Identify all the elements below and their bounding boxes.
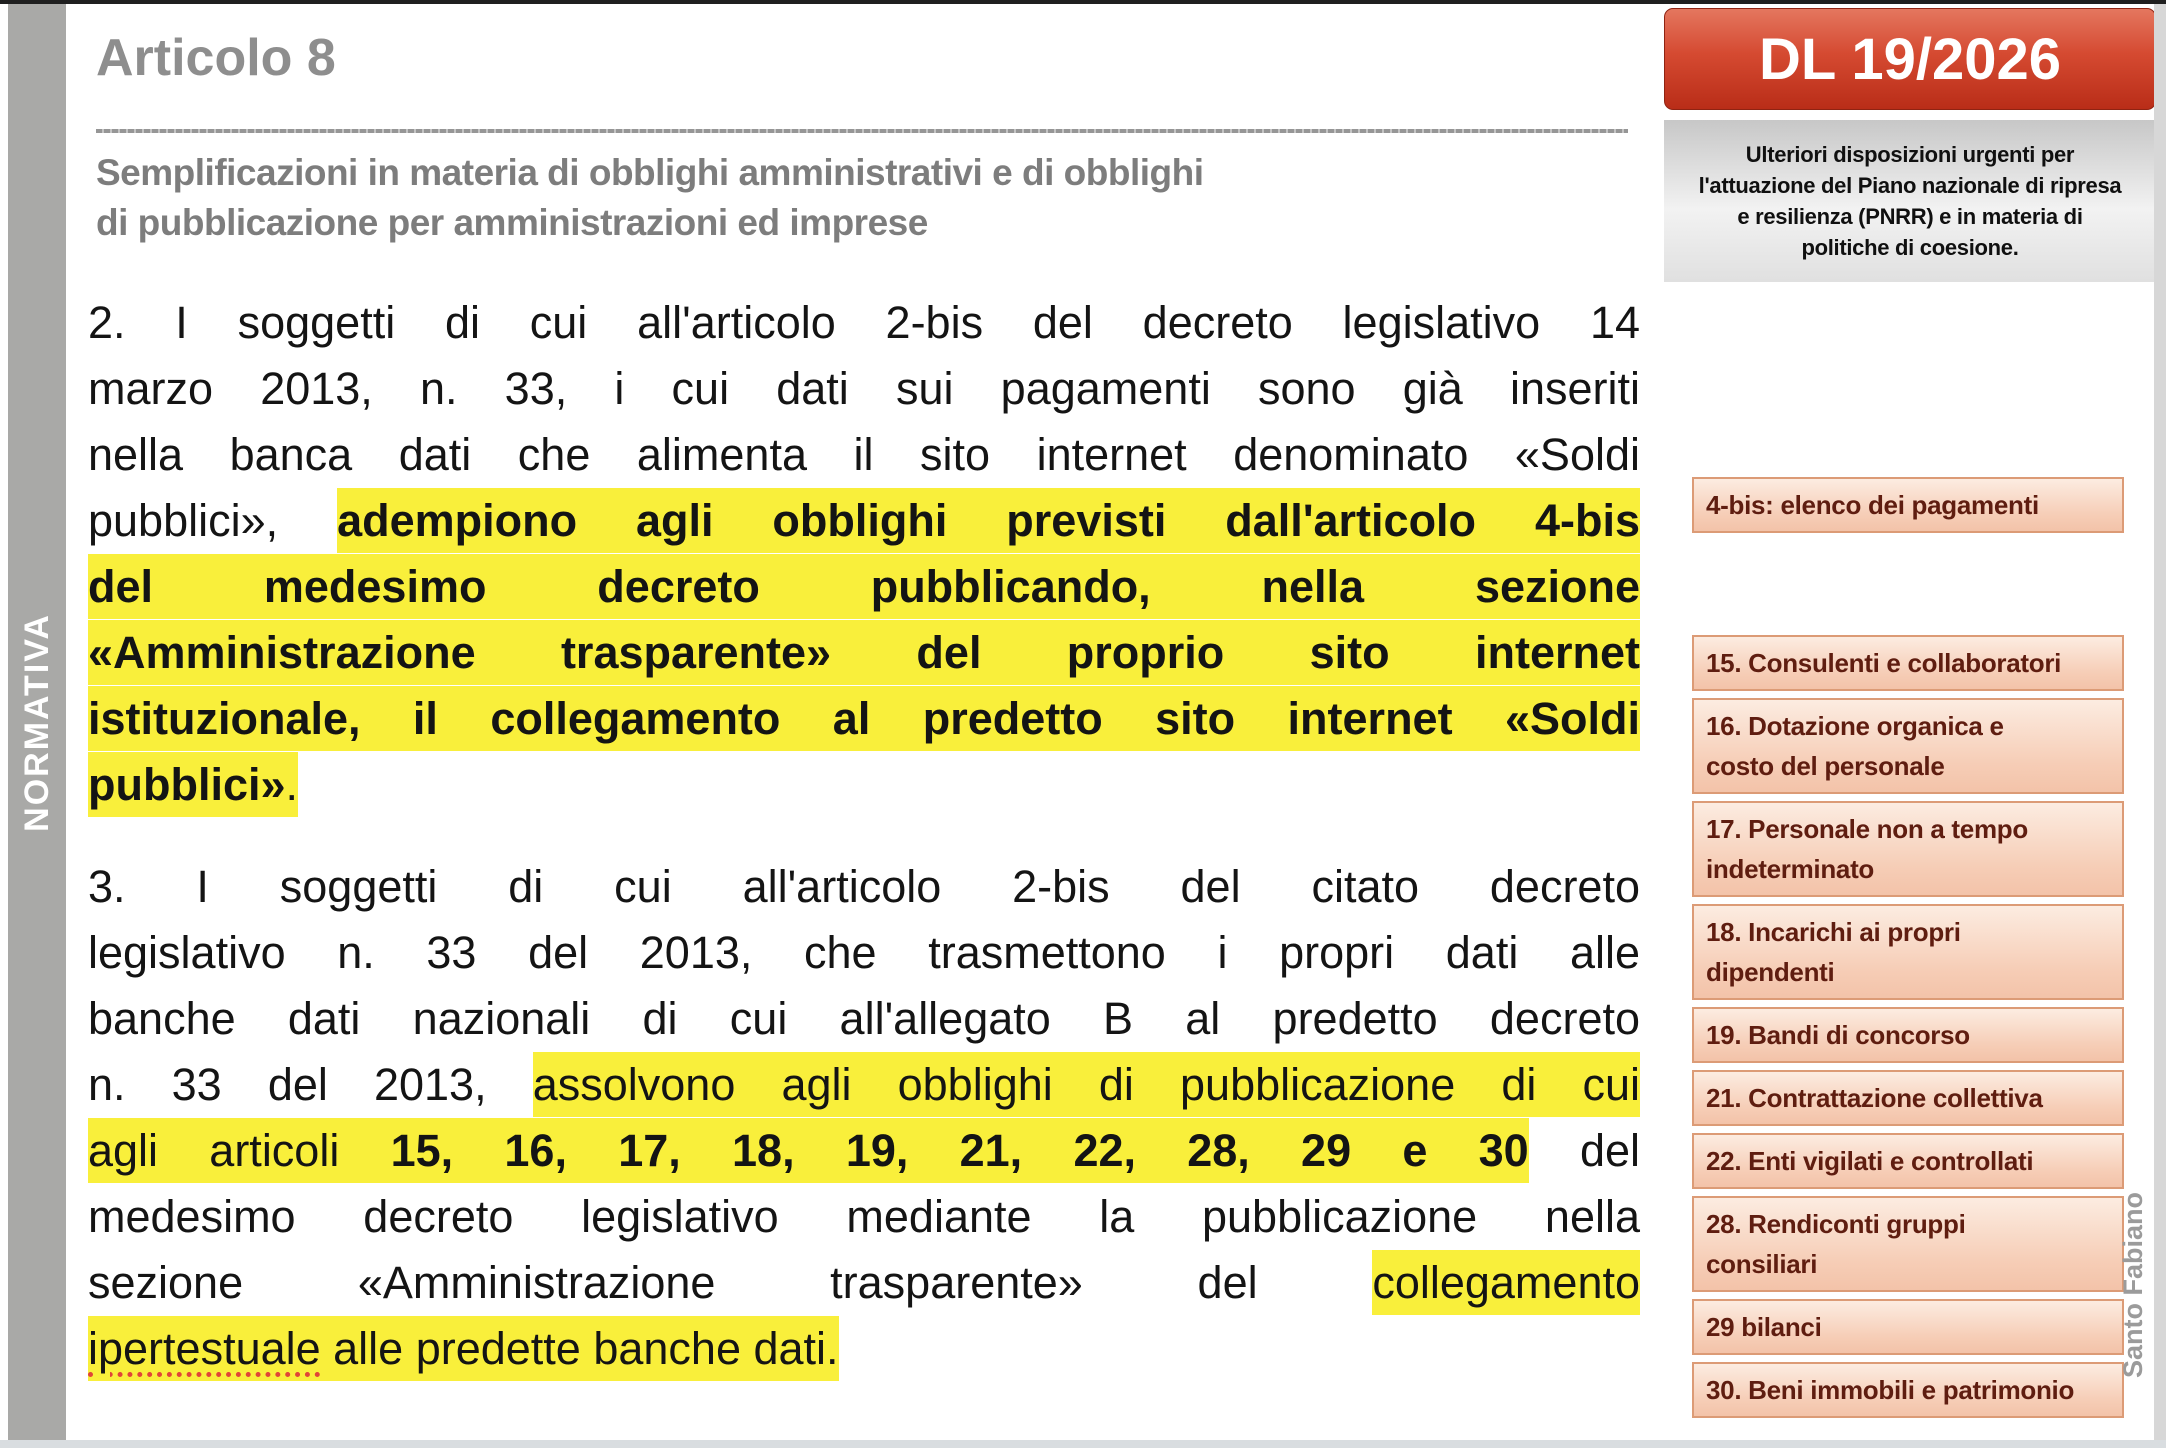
decree-description <box>1664 120 2156 282</box>
toc-item-line: consiliari <box>1706 1249 1818 1279</box>
paragraph-2 <box>88 854 1640 1382</box>
window-right-edge <box>2154 4 2166 1440</box>
plain-text: marzo 2013, n. 33, i cui dati sui pagamenti sono già inseriti <box>88 363 1640 414</box>
text-line <box>88 620 1640 686</box>
toc-item <box>1692 904 2124 1000</box>
decree-badge-label: DL 19/2026 <box>1758 26 2062 92</box>
toc-item <box>1692 1299 2124 1355</box>
toc-item <box>1692 801 2124 897</box>
toc-item-line: 16. Dotazione organica e <box>1706 711 2004 741</box>
toc-list <box>1692 477 2124 1418</box>
text-line <box>88 1052 1640 1118</box>
toc-item <box>1692 1196 2124 1292</box>
plain-text: medesimo decreto legislativo mediante la pubblicazione nella <box>88 1191 1640 1242</box>
text-line <box>88 986 1640 1052</box>
plain-text: 3. I soggetti di cui all'articolo 2-bis del citato decreto <box>88 861 1640 912</box>
text-line <box>88 854 1640 920</box>
subtitle-line: di pubblicazione per amministrazioni ed imprese <box>96 202 928 243</box>
decree-badge <box>1664 8 2156 110</box>
decree-description-line: e resilienza (PNRR) e in materia di <box>1737 204 2083 229</box>
title-divider <box>96 129 1628 133</box>
toc-item <box>1692 698 2124 794</box>
text-line <box>88 1184 1640 1250</box>
toc-item-line: 22. Enti vigilati e controllati <box>1706 1146 2034 1176</box>
toc-item <box>1692 1070 2124 1126</box>
highlighted-text: pubblici» <box>88 752 286 817</box>
toc-item <box>1692 477 2124 533</box>
highlighted-text: «Amministrazione trasparente» del proprio sito internet <box>88 620 1640 685</box>
plain-text: nella banca dati che alimenta il sito internet denominato «Soldi <box>88 429 1640 480</box>
normativa-sidebar <box>8 4 66 1440</box>
toc-item-line: 21. Contrattazione collettiva <box>1706 1083 2043 1113</box>
highlighted-text: istituzionale, il collegamento al predetto sito internet «Soldi <box>88 686 1640 751</box>
normativa-label: NORMATIVA <box>17 612 56 832</box>
subtitle-line: Semplificazioni in materia di obblighi amministrativi e di obblighi <box>96 152 1204 193</box>
text-line <box>88 290 1640 356</box>
decree-description-line: politiche di coesione. <box>1801 235 2019 260</box>
plain-text: banche dati nazionali di cui all'allegato B al predetto decreto <box>88 993 1640 1044</box>
highlighted-text: alle predette banche dati. <box>321 1316 839 1381</box>
highlighted-text: . <box>286 752 299 817</box>
window-top-edge <box>0 0 2166 4</box>
toc-item <box>1692 1362 2124 1418</box>
toc-item <box>1692 635 2124 691</box>
text-line <box>88 1118 1640 1184</box>
highlighted-text: adempiono agli obblighi previsti dall'articolo 4-bis <box>337 488 1640 553</box>
highlighted-text: 15, 16, 17, 18, 19, 21, 22, 28, 29 e 30 <box>391 1118 1529 1183</box>
decree-description-line: Ulteriori disposizioni urgenti per <box>1745 142 2075 167</box>
highlighted-text: ipertestuale <box>88 1316 321 1381</box>
text-line <box>88 488 1640 554</box>
page-title: Articolo 8 <box>96 29 336 87</box>
text-line <box>88 422 1640 488</box>
plain-text: sezione «Amministrazione trasparente» del <box>88 1257 1373 1308</box>
highlighted-text: agli articoli <box>88 1118 391 1183</box>
page-subtitle <box>96 148 1616 248</box>
plain-text: 2. I soggetti di cui all'articolo 2-bis del decreto legislativo 14 <box>88 297 1640 348</box>
window-bottom-edge <box>0 1440 2166 1448</box>
toc-item-line: costo del personale <box>1706 751 1945 781</box>
toc-item-line: 29 bilanci <box>1706 1312 1822 1342</box>
plain-text: del <box>1528 1125 1641 1176</box>
author-credit <box>2118 1192 2149 1379</box>
text-line <box>88 1316 1640 1382</box>
toc-item-line: 15. Consulenti e collaboratori <box>1706 648 2062 678</box>
author-name: Santo Fabiano <box>2118 1192 2148 1379</box>
plain-text: pubblici», <box>88 495 338 546</box>
plain-text: n. 33 del 2013, <box>88 1059 533 1110</box>
toc-item-line: 18. Incarichi ai propri <box>1706 917 1961 947</box>
decree-description-line: l'attuazione del Piano nazionale di ripresa <box>1698 173 2122 198</box>
highlighted-text: del medesimo decreto pubblicando, nella sezione <box>88 554 1640 619</box>
text-line <box>88 356 1640 422</box>
text-line <box>88 752 1640 818</box>
toc-item-line: 17. Personale non a tempo <box>1706 814 2028 844</box>
toc-item <box>1692 1133 2124 1189</box>
text-line <box>88 686 1640 752</box>
highlighted-text: assolvono agli obblighi di pubblicazione di cui <box>533 1052 1640 1117</box>
text-line <box>88 1250 1640 1316</box>
toc-item <box>1692 1007 2124 1063</box>
body-text <box>88 290 1640 1382</box>
plain-text: legislativo n. 33 del 2013, che trasmettono i propri dati alle <box>88 927 1640 978</box>
toc-item-line: 4-bis: elenco dei pagamenti <box>1706 490 2039 520</box>
highlighted-text: collegamento <box>1372 1250 1640 1315</box>
toc-item-line: 28. Rendiconti gruppi <box>1706 1209 1966 1239</box>
toc-item-line: 19. Bandi di concorso <box>1706 1020 1970 1050</box>
text-line <box>88 920 1640 986</box>
toc-item-line: 30. Beni immobili e patrimonio <box>1706 1375 2075 1405</box>
toc-item-line: indeterminato <box>1706 854 1875 884</box>
paragraph-1 <box>88 290 1640 818</box>
toc-item-line: dipendenti <box>1706 957 1835 987</box>
text-line <box>88 554 1640 620</box>
